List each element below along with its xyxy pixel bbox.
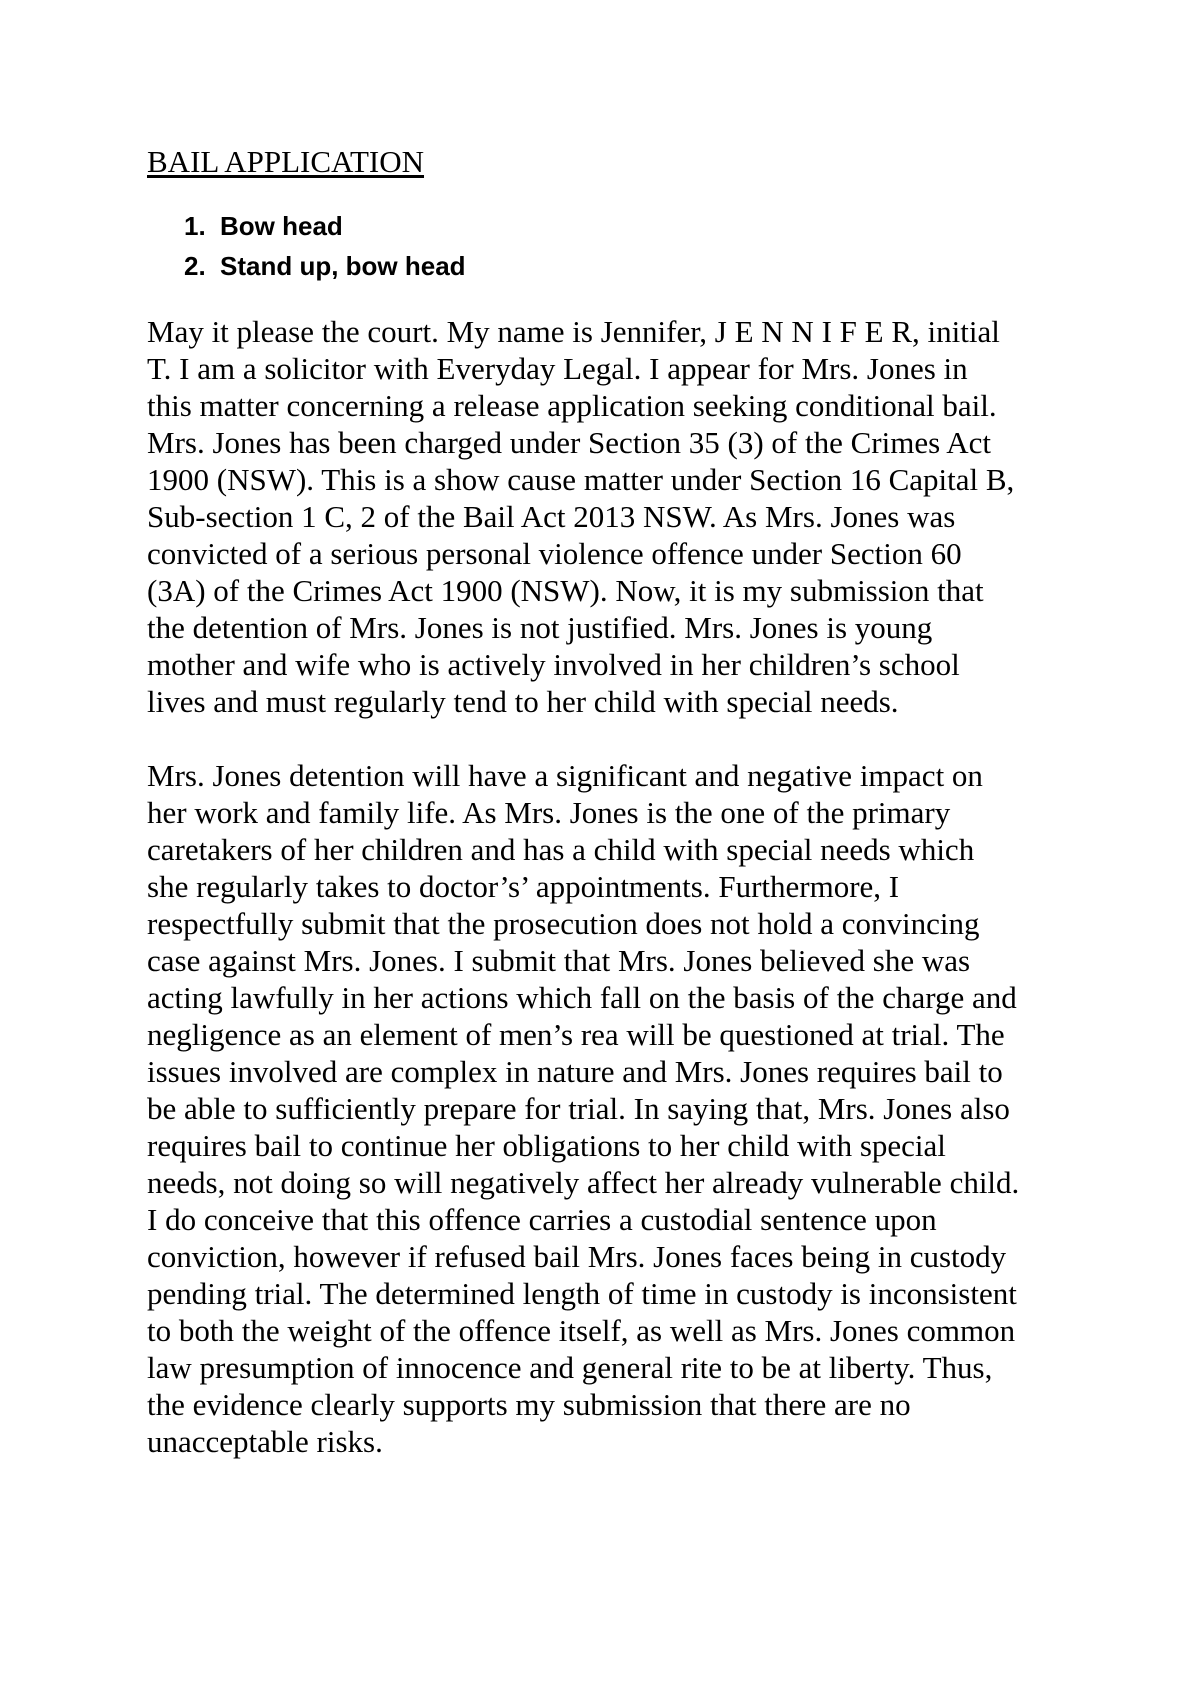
list-item xyxy=(184,246,1087,286)
text-line: the detention of Mrs. Jones is not justified. Mrs. Jones is young xyxy=(147,610,933,645)
text-line: caretakers of her children and has a child with special needs which xyxy=(147,832,975,867)
text-line: to both the weight of the offence itself, as well as Mrs. Jones common xyxy=(147,1313,1016,1348)
text-line: law presumption of innocence and general rite to be at liberty. Thus, xyxy=(147,1350,993,1385)
text-line: lives and must regularly tend to her child with special needs. xyxy=(147,684,899,719)
document-title: BAIL APPLICATION xyxy=(147,144,425,179)
document-page xyxy=(147,140,1087,1460)
text-line: unacceptable risks. xyxy=(147,1424,383,1459)
text-line: acting lawfully in her actions which fall on the basis of the charge and xyxy=(147,980,1017,1015)
text-line: her work and family life. As Mrs. Jones is the one of the primary xyxy=(147,795,951,830)
text-line: I do conceive that this offence carries a custodial sentence upon xyxy=(147,1202,937,1237)
step-number: 1. xyxy=(184,211,206,241)
text-line: pending trial. The determined length of time in custody is inconsistent xyxy=(147,1276,1017,1311)
text-line: be able to sufficiently prepare for trial. In saying that, Mrs. Jones also xyxy=(147,1091,1010,1126)
text-line: negligence as an element of men’s rea will be questioned at trial. The xyxy=(147,1017,1005,1052)
text-line: convicted of a serious personal violence offence under Section 60 xyxy=(147,536,962,571)
text-line: requires bail to continue her obligations to her child with special xyxy=(147,1128,946,1163)
paragraph-introduction xyxy=(147,313,1087,720)
text-line: Sub-section 1 C, 2 of the Bail Act 2013 NSW. As Mrs. Jones was xyxy=(147,499,956,534)
step-number: 2. xyxy=(184,251,206,281)
text-line: she regularly takes to doctor’s’ appointments. Furthermore, I xyxy=(147,869,900,904)
text-line: (3A) of the Crimes Act 1900 (NSW). Now, it is my submission that xyxy=(147,573,984,608)
steps-list xyxy=(147,206,1087,286)
text-line: issues involved are complex in nature and Mrs. Jones requires bail to xyxy=(147,1054,1003,1089)
text-line: 1900 (NSW). This is a show cause matter under Section 16 Capital B, xyxy=(147,462,1015,497)
step-text: Stand up, bow head xyxy=(220,251,466,281)
paragraph-submission xyxy=(147,757,1087,1460)
text-line: Mrs. Jones detention will have a significant and negative impact on xyxy=(147,758,983,793)
text-line: case against Mrs. Jones. I submit that Mrs. Jones believed she was xyxy=(147,943,971,978)
text-line: May it please the court. My name is Jennifer, J E N N I F E R, initial xyxy=(147,314,1000,349)
text-line: needs, not doing so will negatively affect her already vulnerable child. xyxy=(147,1165,1020,1200)
text-line: mother and wife who is actively involved in her children’s school xyxy=(147,647,960,682)
text-line: respectfully submit that the prosecution does not hold a convincing xyxy=(147,906,980,941)
text-line: the evidence clearly supports my submission that there are no xyxy=(147,1387,911,1422)
text-line: T. I am a solicitor with Everyday Legal. I appear for Mrs. Jones in xyxy=(147,351,968,386)
text-line: this matter concerning a release application seeking conditional bail. xyxy=(147,388,997,423)
step-text: Bow head xyxy=(220,211,343,241)
text-line: conviction, however if refused bail Mrs. Jones faces being in custody xyxy=(147,1239,1007,1274)
list-item xyxy=(184,206,1087,246)
text-line: Mrs. Jones has been charged under Section 35 (3) of the Crimes Act xyxy=(147,425,991,460)
